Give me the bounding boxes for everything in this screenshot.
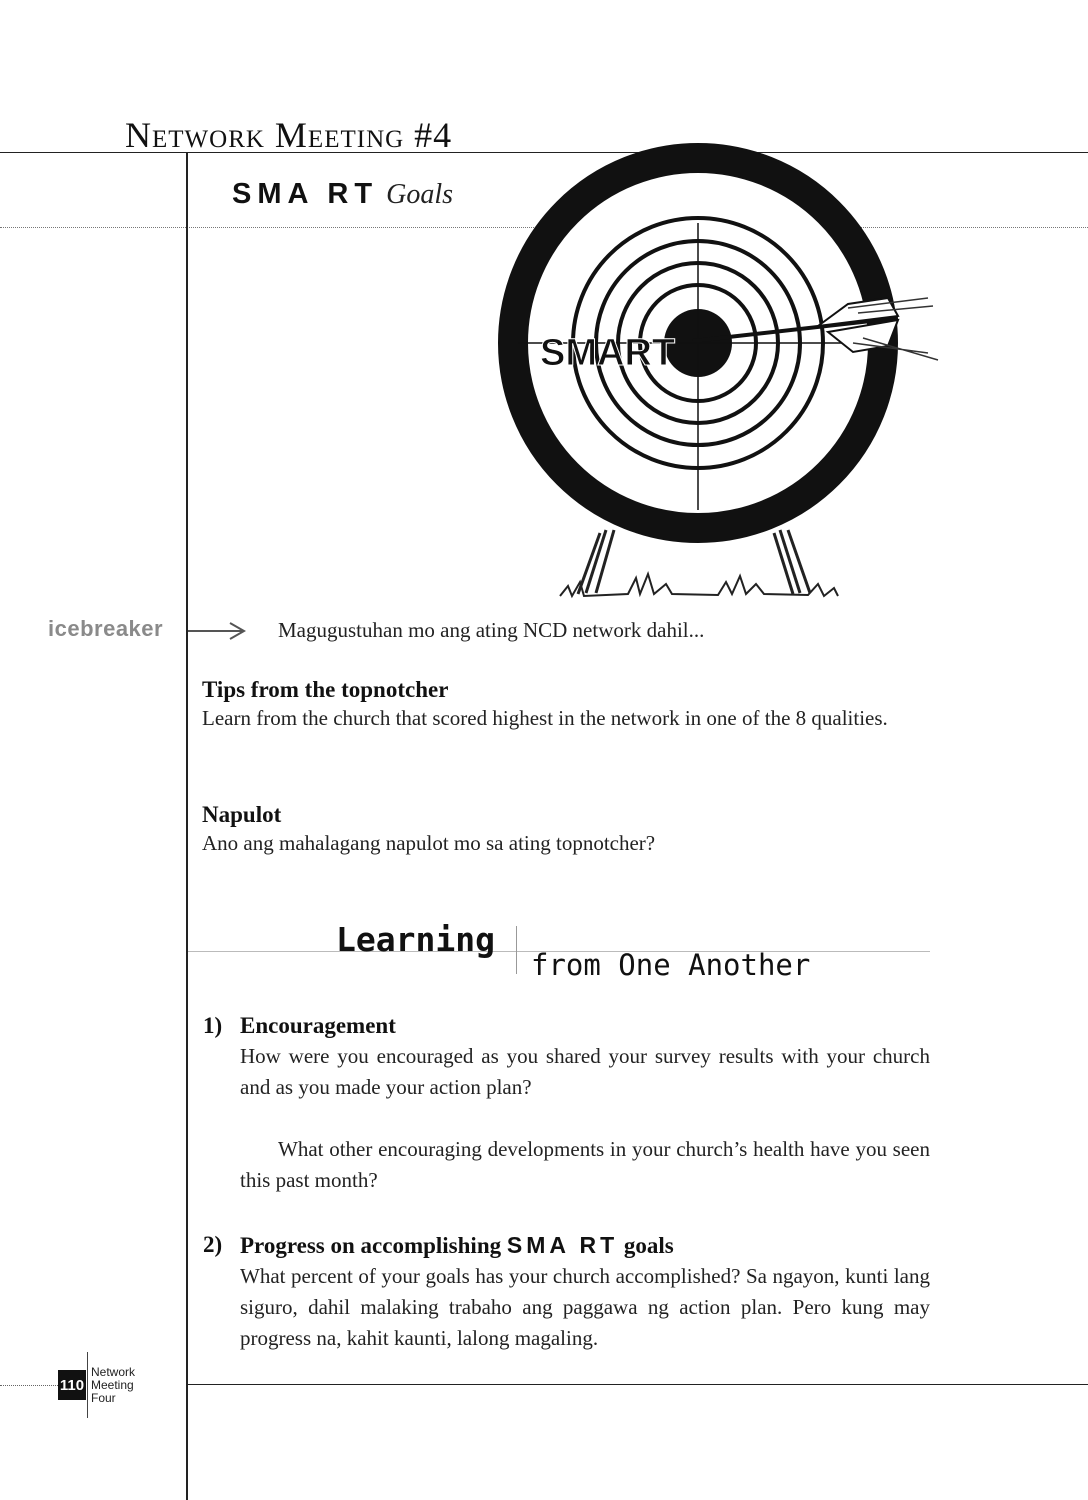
napulot-text: Ano ang mahalagang napulot mo sa ating topnotcher? <box>202 831 656 855</box>
tips-section <box>202 677 930 734</box>
napulot-heading: Napulot <box>202 802 282 827</box>
footer-line-3: Four <box>91 1391 116 1405</box>
footer-dotted-rule <box>0 1385 58 1386</box>
page-subtitle <box>232 178 453 211</box>
learning-title: Learning <box>336 920 495 959</box>
smart-label: SMA RT <box>232 178 379 210</box>
icebreaker-text: Magugustuhan mo ang ating NCD network dahil... <box>278 618 705 642</box>
progress-text: What percent of your goals has your church accomplished? Sa ngayon, kunti lang siguro, dahil malaking trabaho ang paggawa ng action plan. Pero kung may progress na, kahit kaunti, lalong magaling. <box>240 1264 930 1350</box>
target-text: SMART <box>540 332 676 374</box>
encouragement-question-2: What other encouraging developments in your church’s health have you seen this past month? <box>240 1137 930 1192</box>
progress-heading-smart: SMA RT <box>506 1232 619 1258</box>
item-number: 1) <box>203 1013 223 1038</box>
icebreaker-label: icebreaker <box>48 616 164 641</box>
progress-heading-post: goals <box>623 1233 674 1258</box>
progress-heading-pre: Progress on accomplishing <box>240 1233 502 1258</box>
progress-heading <box>240 1232 930 1259</box>
footer-divider <box>87 1352 88 1418</box>
margin-rule <box>186 152 188 1500</box>
footer-label <box>91 1366 135 1405</box>
encouragement-heading: Encouragement <box>240 1013 396 1038</box>
footer-line-1: Network <box>91 1365 136 1379</box>
encouragement-question-1: How were you encouraged as you shared your survey results with your church and as you made your action plan? <box>240 1044 930 1099</box>
learning-subtitle: from One Another <box>531 948 811 982</box>
item-number: 2) <box>203 1232 223 1257</box>
page-title: Network Meeting #4 <box>125 115 453 155</box>
learning-divider <box>516 926 517 974</box>
tips-heading: Tips from the topnotcher <box>202 677 449 702</box>
archery-target-icon <box>488 138 958 600</box>
bottom-rule <box>188 1384 1088 1385</box>
page-number: 110 <box>58 1370 86 1400</box>
progress-section <box>240 1232 930 1354</box>
napulot-section <box>202 802 930 859</box>
tips-text: Learn from the church that scored highest in the network in one of the 8 qualities. <box>202 706 888 730</box>
goals-label: Goals <box>386 179 453 210</box>
encouragement-section <box>240 1013 930 1196</box>
footer-line-2: Meeting <box>91 1378 134 1392</box>
arrow-right-icon <box>186 620 250 642</box>
